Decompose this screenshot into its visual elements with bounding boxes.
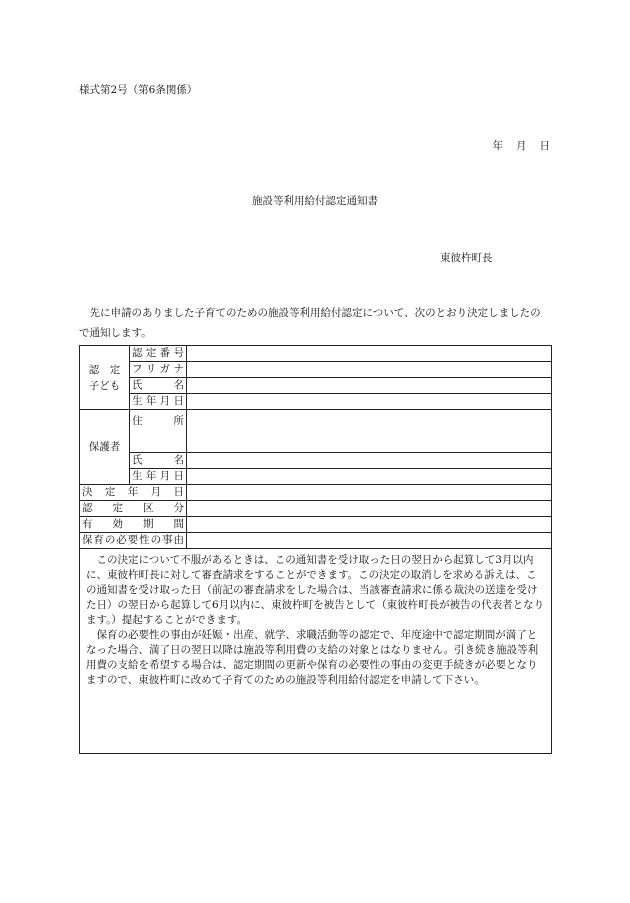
child-name-field[interactable] — [187, 378, 552, 394]
date-month: 月 — [516, 140, 527, 152]
table-row — [80, 533, 552, 549]
table-row — [80, 394, 552, 410]
category-field[interactable] — [187, 501, 552, 517]
table-row — [80, 453, 552, 469]
guardian-address-field[interactable] — [187, 410, 552, 453]
child-birthdate-label: 生年月日 — [130, 394, 187, 410]
necessity-label: 保育の必要性の事由 — [80, 533, 187, 549]
guardian-group-label: 保護者 — [80, 410, 130, 485]
child-group-line-1: 認 定 — [88, 363, 121, 376]
child-group-label — [80, 346, 130, 410]
notes-cell — [80, 549, 552, 754]
certification-table — [79, 345, 552, 754]
document-title: 施設等利用給付認定通知書 — [252, 195, 378, 207]
table-row — [80, 485, 552, 501]
date-day: 日 — [539, 140, 550, 152]
table-row — [80, 378, 552, 394]
cert-number-field[interactable] — [187, 346, 552, 362]
child-birthdate-field[interactable] — [187, 394, 552, 410]
table-row — [80, 469, 552, 485]
guardian-birthdate-field[interactable] — [187, 469, 552, 485]
child-group-line-2: 子ども — [88, 379, 121, 392]
guardian-name-label: 氏 名 — [130, 453, 187, 469]
issuer: 東彼杵町長 — [440, 252, 493, 264]
guardian-address-label: 住 所 — [130, 410, 187, 453]
period-field[interactable] — [187, 517, 552, 533]
guardian-name-field[interactable] — [187, 453, 552, 469]
period-label: 有効期間 — [80, 517, 187, 533]
date-year: 年 — [492, 140, 503, 152]
intro-text: 先に申請のありました子育てのための施設等利用給付認定について、次のとおり決定しましたので通知します。 — [79, 307, 541, 339]
table-row — [80, 549, 552, 754]
validity-notice: 保育の必要性の事由が妊娠・出産、就学、求職活動等の認定で、年度途中で認定期間が満了となった場合、満了日の翌日以降は施設等利用費の支給の対象とはなりません。引き続き施設等利用費の支給を希望する場合は、認定期間の更新や保育の必要性の事由の変更手続きが必要となりますので、東彼杵町に改めて子育てのための施設等利用給付認定を申請して下さい。 — [86, 629, 539, 686]
form-number: 様式第2号（第6条関係） — [79, 84, 198, 96]
guardian-birthdate-label: 生年月日 — [130, 469, 187, 485]
decision-date-field[interactable] — [187, 485, 552, 501]
table-row — [80, 346, 552, 362]
table-row — [80, 517, 552, 533]
child-furigana-field[interactable] — [187, 362, 552, 378]
necessity-field[interactable] — [187, 533, 552, 549]
table-row — [80, 362, 552, 378]
cert-number-label: 認定番号 — [130, 346, 187, 362]
child-furigana-label: フリガナ — [130, 362, 187, 378]
category-label: 認定区分 — [80, 501, 187, 517]
appeal-notice: この決定について不服があるときは、この通知書を受け取った日の翌日から起算して3月以内に、東彼杵町長に対して審査請求をすることができます。この決定の取消しを求める訴えは、この通知書を受け取った日（前記の審査請求をした場合は、当該審査請求に係る裁決の送達を受けた日）の翌日から起算して6月以内に、東彼杵町を被告として（東彼杵町長が被告の代表者となります。）提起することができます。 — [86, 554, 545, 626]
date-line — [493, 138, 551, 153]
decision-date-label: 決定年月日 — [80, 485, 187, 501]
child-name-label: 氏 名 — [130, 378, 187, 394]
table-row — [80, 410, 552, 453]
table-row — [80, 501, 552, 517]
